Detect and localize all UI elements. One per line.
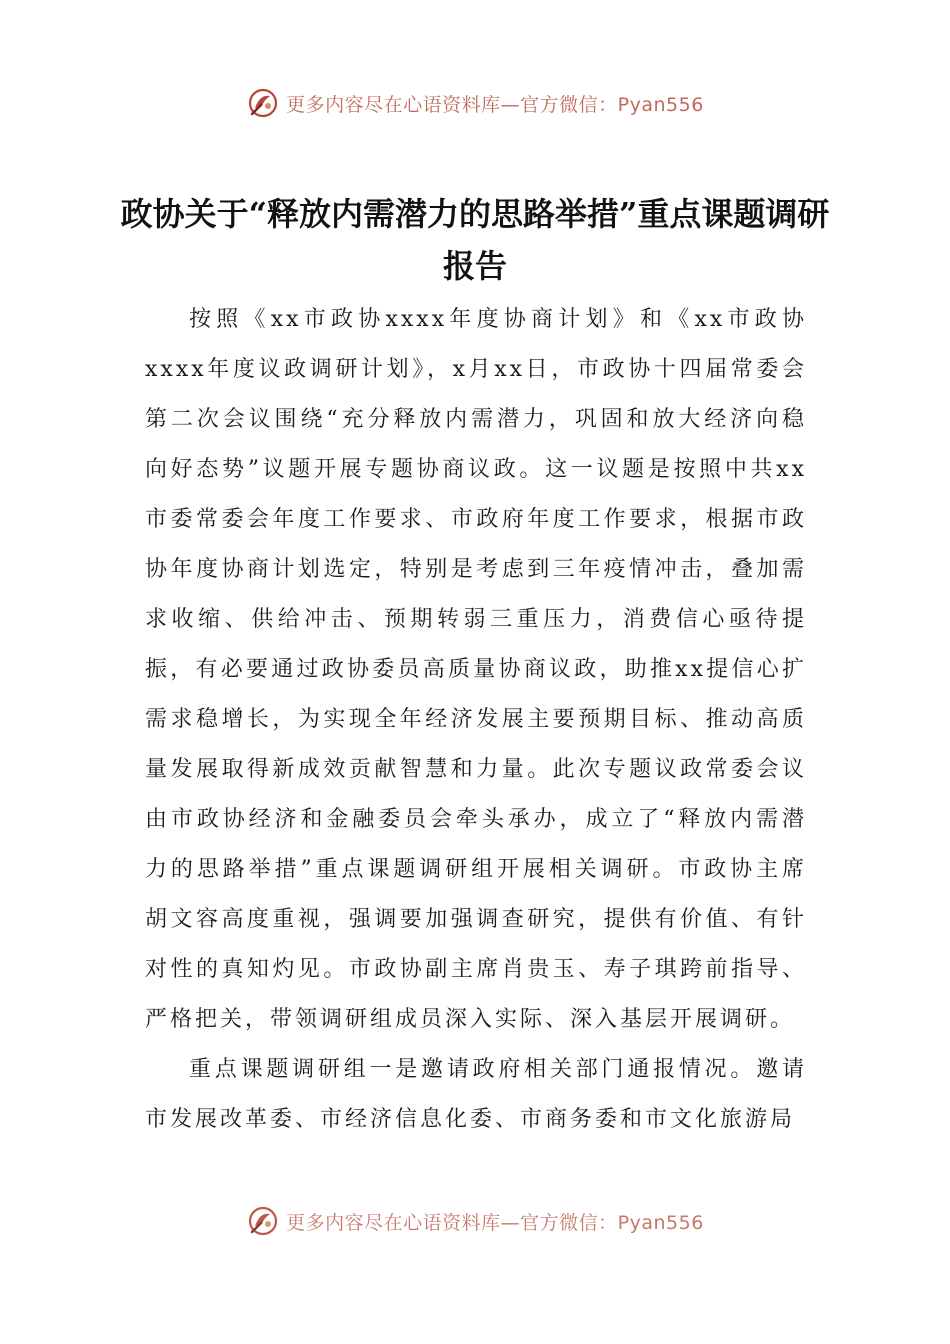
watermark-text: 更多内容尽在心语资料库—官方微信：Pyan556 (286, 1211, 704, 1234)
paragraph: 按照《xx市政协xxxx年度协商计划》和《xx市政协xxxx年度议政调研计划》，x月xx日，市政协十四届常委会第二次会议围绕“充分释放内需潜力，巩固和放大经济向稳向好态势”议题开展专题协商议政。这一议题是按照中共xx市委常委会年度工作要求、市政府年度工作要求，根据市政协年度协商计划选定，特别是考虑到三年疫情冲击，叠加需求收缩、供给冲击、预期转弱三重压力，消费信心亟待提振，有必要通过政协委员高质量协商议政，助推xx提信心扩需求稳增长，为实现全年经济发展主要预期目标、推动高质量发展取得新成效贡献智慧和力量。此次专题议政常委会议由市政协经济和金融委员会牵头承办，成立了“释放内需潜力的思路举措”重点课题调研组开展相关调研。市政协主席胡文容高度重视，强调要加强调查研究，提供有价值、有针对性的真知灼见。市政协副主席肖贵玉、寿子琪跨前指导、严格把关，带领调研组成员深入实际、深入基层开展调研。 (145, 307, 807, 1032)
footer-watermark (0, 1203, 950, 1239)
pen-logo-icon (246, 1204, 280, 1238)
paragraph: 重点课题调研组一是邀请政府相关部门通报情况。邀请市发展改革委、市经济信息化委、市商务委和市文化旅游局 (145, 1057, 807, 1132)
watermark-text: 更多内容尽在心语资料库—官方微信：Pyan556 (286, 93, 704, 116)
pen-logo-icon (246, 86, 280, 120)
header-watermark (0, 83, 950, 123)
document-title: 政协关于“释放内需潜力的思路举措”重点课题调研报告 (120, 195, 830, 285)
document-body (145, 295, 807, 1145)
